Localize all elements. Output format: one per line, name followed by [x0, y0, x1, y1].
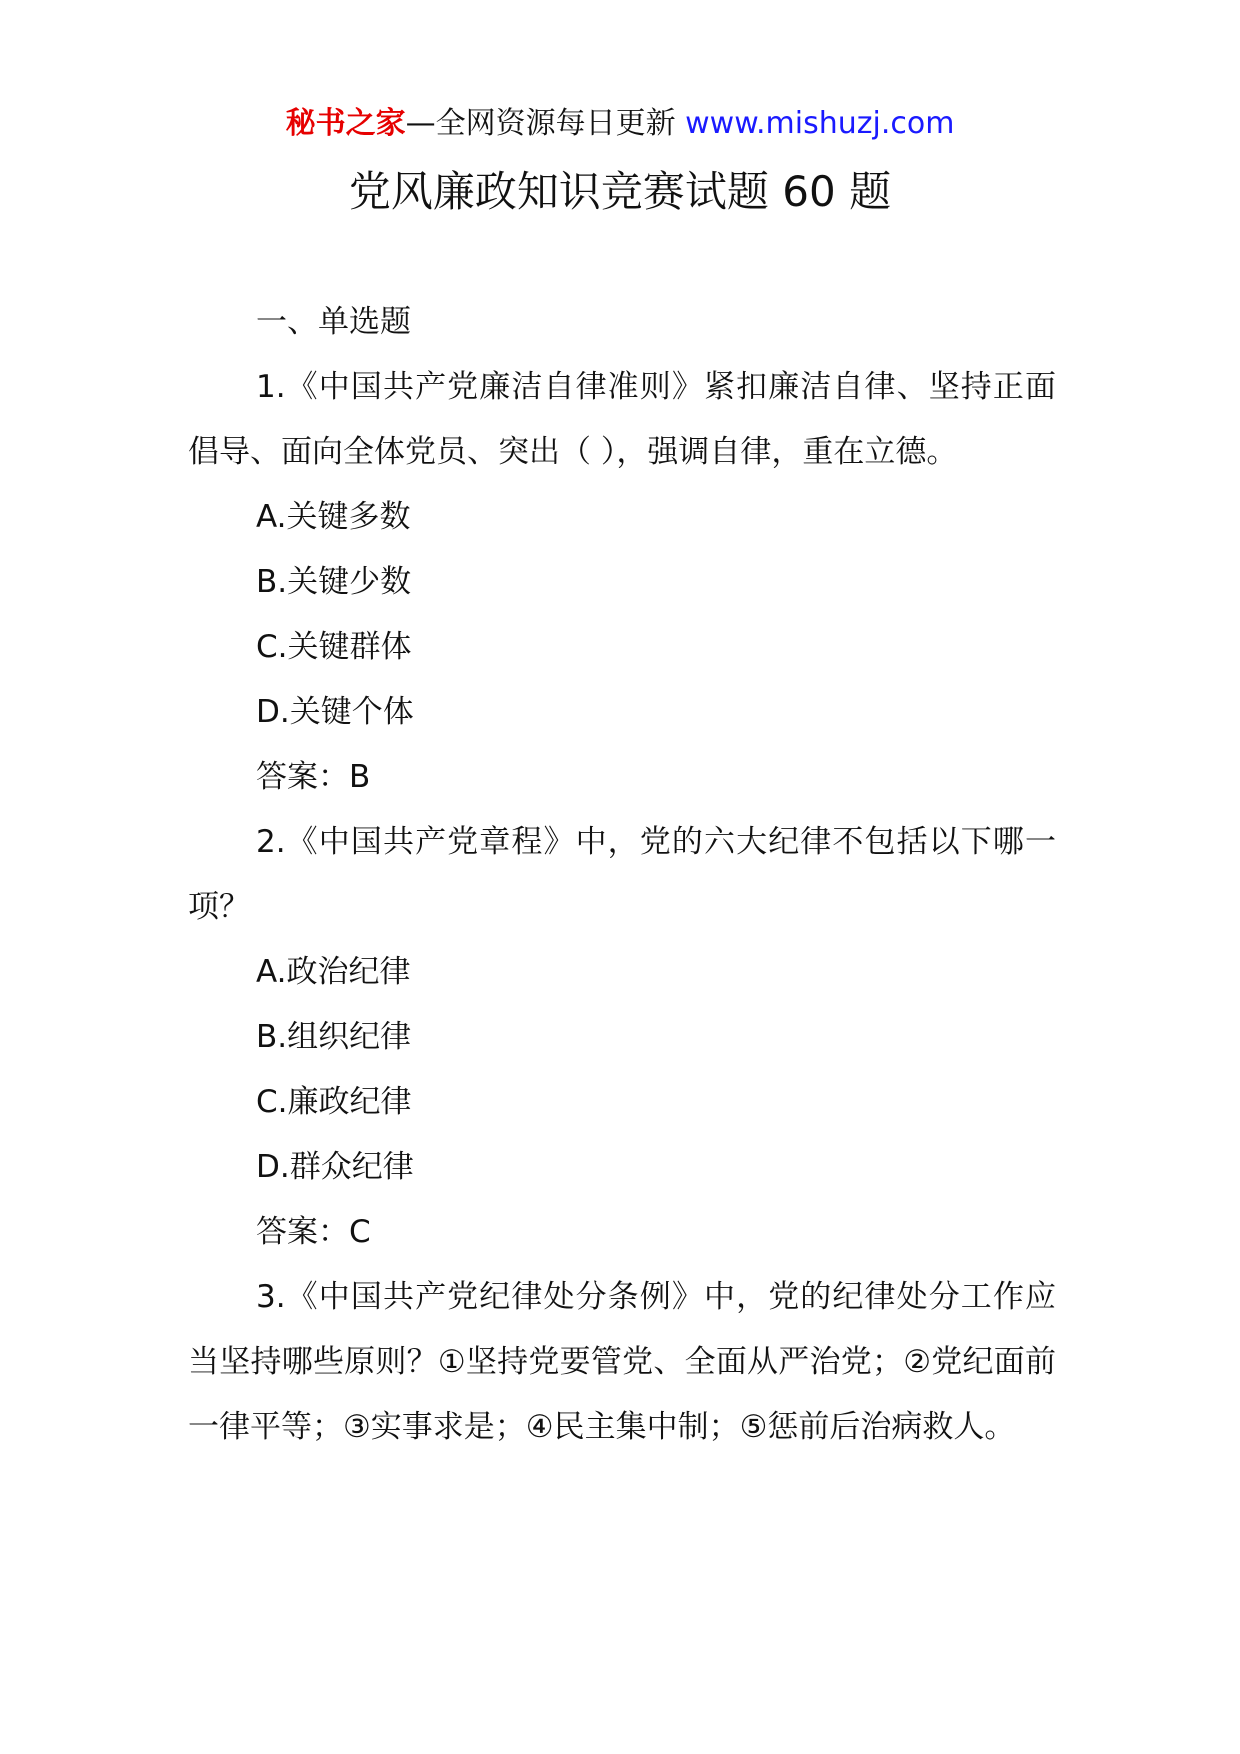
question-2-text: 2.《中国共产党章程》中，党的六大纪律不包括以下哪一项？ [188, 824, 1056, 925]
brand-name: 秘书之家 [285, 106, 406, 141]
question-2-option-b: B.组织纪律 [256, 1019, 412, 1055]
question-2-option-a: A.政治纪律 [256, 954, 411, 990]
site-url-link[interactable]: www.mishuzj.com [685, 106, 955, 141]
section-heading: 一、单选题 [256, 304, 411, 340]
question-2-option-c: C.廉政纪律 [256, 1084, 412, 1120]
site-header [0, 100, 1240, 148]
question-1-option-a: A.关键多数 [256, 499, 411, 535]
header-tagline: —全网资源每日更新 [405, 106, 686, 141]
question-1-answer: 答案：B [256, 759, 371, 795]
question-2-option-d: D.群众纪律 [256, 1149, 414, 1185]
question-2-answer: 答案：C [256, 1214, 371, 1250]
document-title: 党风廉政知识竞赛试题 60 题 [348, 167, 892, 216]
document-body [188, 290, 1056, 1460]
question-3-text: 3.《中国共产党纪律处分条例》中，党的纪律处分工作应当坚持哪些原则？①坚持党要管党、全面从严治党；②党纪面前一律平等；③实事求是；④民主集中制；⑤惩前后治病救人。 [188, 1279, 1056, 1445]
question-1-option-d: D.关键个体 [256, 694, 414, 730]
question-1-option-c: C.关键群体 [256, 629, 412, 665]
question-1-option-b: B.关键少数 [256, 564, 412, 600]
question-1-text: 1.《中国共产党廉洁自律准则》紧扣廉洁自律、坚持正面倡导、面向全体党员、突出（ ），强调自律，重在立德。 [188, 369, 1056, 470]
